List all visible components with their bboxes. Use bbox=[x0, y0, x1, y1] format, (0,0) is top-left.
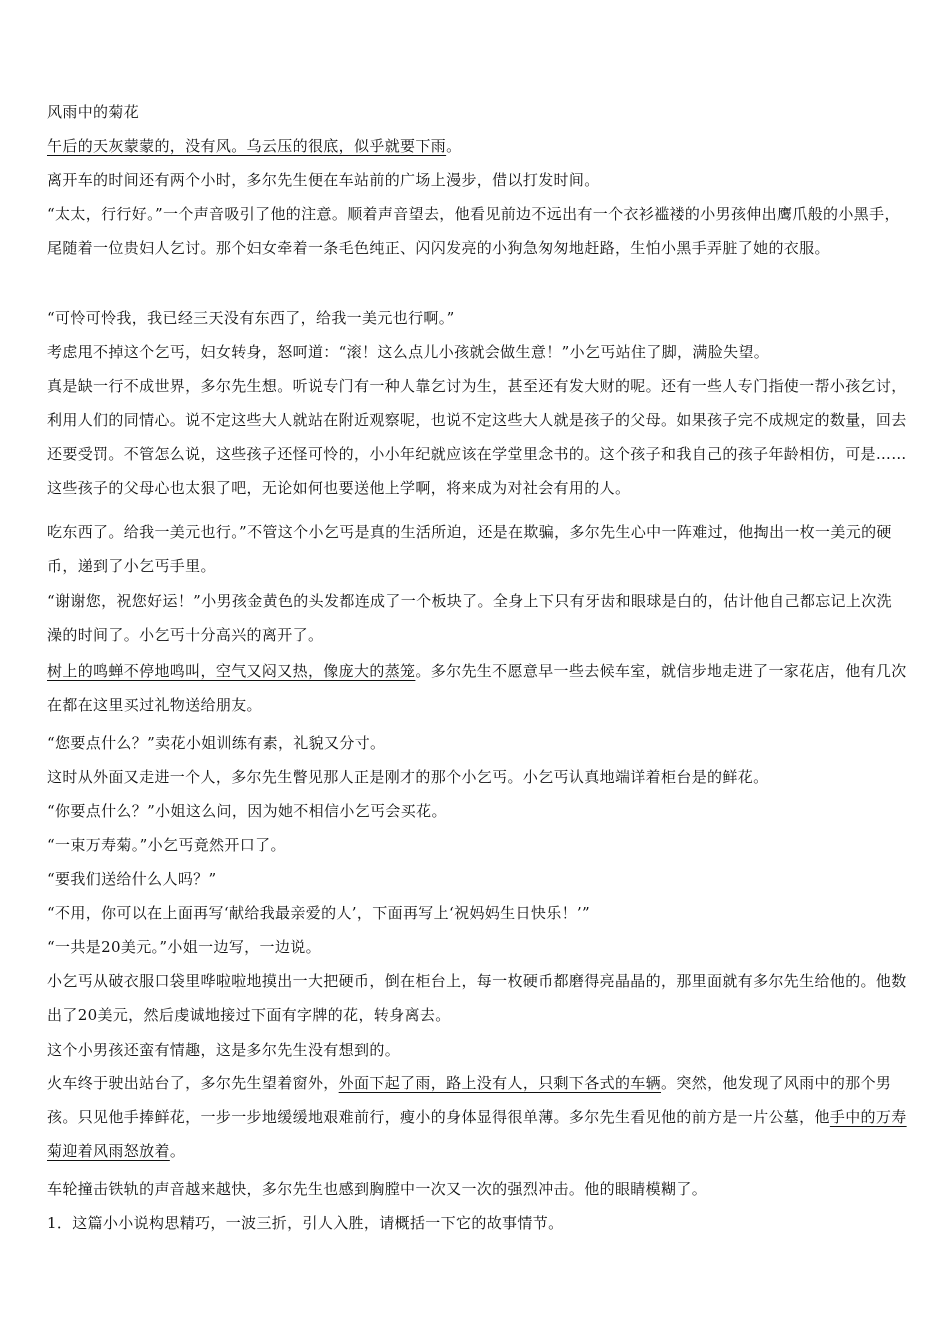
paragraph-2: 离开车的时间还有两个小时，多尔先生便在车站前的广场上漫步，借以打发时间。 bbox=[47, 171, 600, 189]
paragraph-4: “可怜可怜我，我已经三天没有东西了，给我一美元也行啊。” bbox=[47, 309, 455, 327]
paragraph-15: “不用，你可以在上面再写‘献给我最亲爱的人’，下面再写上‘祝妈妈生日快乐！’” bbox=[47, 904, 591, 922]
paragraph-1: 午后的天灰蒙蒙的，没有风。乌云压的很底，似乎就要下雨。 bbox=[47, 137, 462, 155]
paragraph-8: “谢谢您，祝您好运！”小男孩金黄色的头发都连成了一个板块了。全身上下只有牙齿和眼球是白的，估计他自己都忘记上次洗澡的时间了。小乞丐十分高兴的离开了。 bbox=[47, 592, 892, 644]
paragraph-11: 这时从外面又走进一个人，多尔先生瞥见那人正是刚才的那个小乞丐。小乞丐认真地端详着柜台是的鲜花。 bbox=[47, 768, 769, 786]
paragraph-7: 吃东西了。给我一美元也行。”不管这个小乞丐是真的生活所迫，还是在欺骗，多尔先生心中一阵难过，他掏出一枚一美元的硬币，递到了小乞丐手里。 bbox=[47, 523, 892, 575]
paragraph-3: “太太，行行好。”一个声音吸引了他的注意。顺着声音望去，他看见前边不远出有一个衣衫褴褛的小男孩伸出鹰爪般的小黑手，尾随着一位贵妇人乞讨。那个妇女牵着一条毛色纯正、闪闪发亮的小狗急匆匆地赶路，生怕小黑手弄脏了她的衣服。 bbox=[47, 205, 900, 257]
paragraph-6: 真是缺一行不成世界，多尔先生想。听说专门有一种人靠乞讨为生，甚至还有发大财的呢。还有一些人专门指使一帮小孩乞讨，利用人们的同情心。说不定这些大人就站在附近观察呢，也说不定这些大人就是孩子的父母。如果孩子完不成规定的数量，回去还要受罚。不管怎么说，这些孩子还怪可怜的，小小年纪就应该在学堂里念书的。这个孩子和我自己的孩子年龄相仿，可是……这些孩子的父母心也太狠了吧，无论如何也要送他上学啊，将来成为对社会有用的人。 bbox=[47, 377, 907, 497]
paragraph-18: 这个小男孩还蛮有情趣，这是多尔先生没有想到的。 bbox=[47, 1041, 401, 1059]
paragraph-12: “你要点什么？”小姐这么问，因为她不相信小乞丐会买花。 bbox=[47, 802, 447, 820]
paragraph-9: 树上的鸣蝉不停地鸣叫，空气又闷又热，像庞大的蒸笼。多尔先生不愿意早一些去候车室，就信步地走进了一家花店，他有几次在都在这里买过礼物送给朋友。 bbox=[47, 662, 907, 714]
paragraph-13: “一束万寿菊。”小乞丐竟然开口了。 bbox=[47, 836, 286, 854]
paragraph-17: 小乞丐从破衣服口袋里哗啦啦地摸出一大把硬币，倒在柜台上，每一枚硬币都磨得亮晶晶的，那里面就有多尔先生给他的。他数出了20美元，然后虔诚地接过下面有字牌的花，转身离去。 bbox=[47, 972, 907, 1024]
underlined-sentence: 午后的天灰蒙蒙的，没有风。乌云压的很底，似乎就要下雨 bbox=[47, 137, 447, 155]
underlined-sentence: 外面下起了雨，路上没有人，只剩下各式的车辆 bbox=[338, 1074, 662, 1092]
paragraph-16: “一共是20美元。”小姐一边写，一边说。 bbox=[47, 938, 321, 956]
paragraph-5: 考虑甩不掉这个乞丐，妇女转身，怒呵道：“滚！这么点儿小孩就会做生意！”小乞丐站住了脚，满脸失望。 bbox=[47, 343, 770, 361]
paragraph-20: 车轮撞击铁轨的声音越来越快，多尔先生也感到胸膛中一次又一次的强烈冲击。他的眼睛模糊了。 bbox=[47, 1180, 708, 1198]
underlined-sentence: 树上的鸣蝉不停地鸣叫，空气又闷又热，像庞大的蒸笼 bbox=[47, 662, 416, 680]
underlined-sentence: 手中的万寿菊迎着风雨怒放着 bbox=[47, 1108, 907, 1160]
question-1: 1．这篇小小说构思精巧，一波三折，引人入胜，请概括一下它的故事情节。 bbox=[47, 1214, 564, 1232]
paragraph-14: “要我们送给什么人吗？” bbox=[47, 870, 217, 888]
story-title: 风雨中的菊花 bbox=[47, 103, 140, 121]
paragraph-19: 火车终于驶出站台了，多尔先生望着窗外，外面下起了雨，路上没有人，只剩下各式的车辆。突然，他发现了风雨中的那个男孩。只见他手捧鲜花，一步一步地缓缓地艰难前行，瘦小的身体显得很单薄。多尔先生看见他的前方是一片公墓，他手中的万寿菊迎着风雨怒放着。 bbox=[47, 1074, 907, 1160]
paragraph-10: “您要点什么？”卖花小姐训练有素，礼貌又分寸。 bbox=[47, 734, 386, 752]
